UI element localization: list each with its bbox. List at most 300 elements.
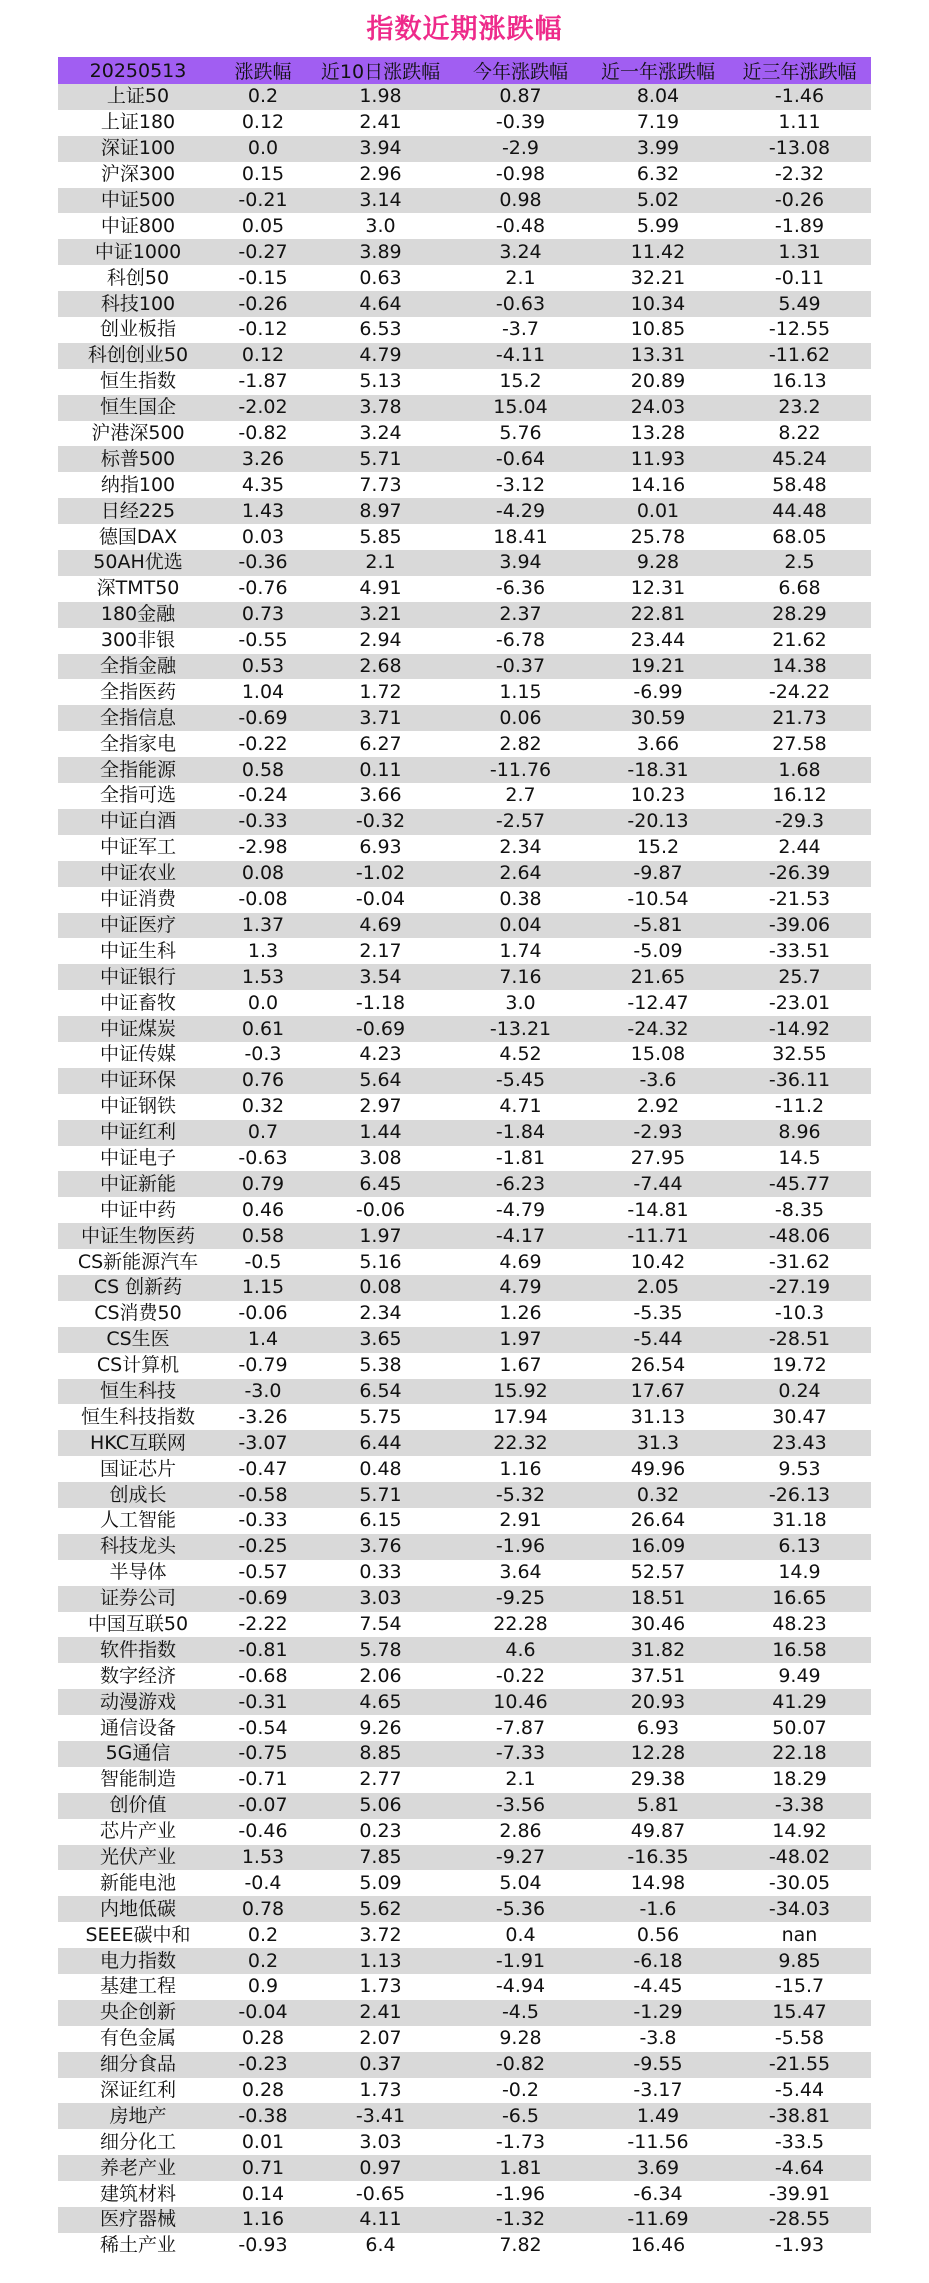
index-name-cell: 沪深300 (58, 162, 218, 188)
ten-day-change-cell: 1.44 (308, 1120, 453, 1146)
index-name-cell: 180金融 (58, 602, 218, 628)
ten-day-change-cell: 3.76 (308, 1534, 453, 1560)
three-year-change-cell: -11.62 (728, 343, 871, 369)
change-cell: -0.47 (218, 1456, 308, 1482)
change-cell: -0.06 (218, 1301, 308, 1327)
three-year-change-cell: 1.11 (728, 110, 871, 136)
one-year-change-cell: 3.69 (588, 2155, 728, 2181)
ytd-change-cell: 4.69 (453, 1249, 588, 1275)
change-cell: 0.53 (218, 654, 308, 680)
ten-day-change-cell: 5.71 (308, 446, 453, 472)
index-name-cell: 创价值 (58, 1793, 218, 1819)
index-name-cell: 软件指数 (58, 1637, 218, 1663)
table-row (58, 679, 871, 705)
one-year-change-cell: -16.35 (588, 1845, 728, 1871)
table-row (58, 1689, 871, 1715)
change-cell: 0.71 (218, 2155, 308, 2181)
three-year-change-cell: -38.81 (728, 2103, 871, 2129)
change-cell: 0.2 (218, 84, 308, 110)
table-row (58, 1793, 871, 1819)
one-year-change-cell: -6.18 (588, 1948, 728, 1974)
index-name-cell: 全指可选 (58, 783, 218, 809)
one-year-change-cell: 16.46 (588, 2233, 728, 2259)
ytd-change-cell: 22.32 (453, 1430, 588, 1456)
change-cell: -0.54 (218, 1715, 308, 1741)
ytd-change-cell: -11.76 (453, 757, 588, 783)
one-year-change-cell: -12.47 (588, 990, 728, 1016)
index-name-cell: 中证中药 (58, 1197, 218, 1223)
three-year-change-cell: -5.44 (728, 2078, 871, 2104)
three-year-change-cell: 23.2 (728, 395, 871, 421)
ytd-change-cell: 2.1 (453, 1767, 588, 1793)
three-year-change-cell: -31.62 (728, 1249, 871, 1275)
change-cell: -0.36 (218, 550, 308, 576)
change-cell: -0.22 (218, 731, 308, 757)
ytd-change-cell: 2.1 (453, 265, 588, 291)
index-name-cell: 光伏产业 (58, 1845, 218, 1871)
change-cell: 0.58 (218, 757, 308, 783)
ytd-change-cell: 4.71 (453, 1094, 588, 1120)
ytd-change-cell: -0.63 (453, 291, 588, 317)
one-year-change-cell: 14.98 (588, 1870, 728, 1896)
ytd-change-cell: 3.94 (453, 550, 588, 576)
table-row (58, 2103, 871, 2129)
ytd-change-cell: 22.28 (453, 1612, 588, 1638)
change-cell: -0.81 (218, 1637, 308, 1663)
table-row (58, 1301, 871, 1327)
index-name-cell: 通信设备 (58, 1715, 218, 1741)
three-year-change-cell: -1.89 (728, 213, 871, 239)
index-name-cell: 芯片产业 (58, 1819, 218, 1845)
change-cell: -0.46 (218, 1819, 308, 1845)
ytd-change-cell: 15.04 (453, 395, 588, 421)
date-column-header: 20250513 (58, 57, 218, 84)
ytd-change-cell: 2.91 (453, 1508, 588, 1534)
index-name-cell: 创业板指 (58, 317, 218, 343)
index-name-cell: 中证煤炭 (58, 1016, 218, 1042)
ten-day-change-cell: 0.08 (308, 1275, 453, 1301)
index-name-cell: 上证180 (58, 110, 218, 136)
table-row (58, 1068, 871, 1094)
ten-day-change-cell: 2.77 (308, 1767, 453, 1793)
ytd-change-cell: -5.32 (453, 1482, 588, 1508)
one-year-change-cell: 14.16 (588, 472, 728, 498)
index-name-cell: 科技100 (58, 291, 218, 317)
ytd-change-cell: 0.04 (453, 913, 588, 939)
one-year-change-cell: 17.67 (588, 1379, 728, 1405)
index-name-cell: 深证红利 (58, 2078, 218, 2104)
change-cell: -0.57 (218, 1560, 308, 1586)
index-performance-table (58, 57, 871, 2259)
index-name-cell: 内地低碳 (58, 1896, 218, 1922)
ten-day-change-cell: 2.68 (308, 654, 453, 680)
ten-day-change-cell: 6.15 (308, 1508, 453, 1534)
index-name-cell: 中证钢铁 (58, 1094, 218, 1120)
table-row (58, 1896, 871, 1922)
one-year-change-cell: 15.2 (588, 835, 728, 861)
one-year-change-cell: 11.42 (588, 239, 728, 265)
index-name-cell: 中证800 (58, 213, 218, 239)
table-row (58, 1663, 871, 1689)
index-name-cell: 建筑材料 (58, 2181, 218, 2207)
one-year-change-cell: -1.6 (588, 1896, 728, 1922)
change-cell: -0.58 (218, 1482, 308, 1508)
one-year-change-cell: 3.99 (588, 136, 728, 162)
table-row (58, 1430, 871, 1456)
one-year-change-cell: 31.3 (588, 1430, 728, 1456)
index-name-cell: 标普500 (58, 446, 218, 472)
one-year-change-cell: -11.71 (588, 1223, 728, 1249)
ten-day-change-cell: 7.54 (308, 1612, 453, 1638)
one-year-change-cell: -5.35 (588, 1301, 728, 1327)
three-year-change-cell: -1.46 (728, 84, 871, 110)
table-row (58, 576, 871, 602)
one-year-change-cell: 0.56 (588, 1922, 728, 1948)
one-year-change-cell: 26.54 (588, 1353, 728, 1379)
ten-day-change-cell: 1.73 (308, 1974, 453, 2000)
ten-day-change-cell: 1.98 (308, 84, 453, 110)
table-row (58, 1327, 871, 1353)
ten-day-change-cell: 7.85 (308, 1845, 453, 1871)
one-year-change-cell: 5.02 (588, 188, 728, 214)
table-row (58, 913, 871, 939)
ten-day-change-cell: 5.85 (308, 524, 453, 550)
ytd-change-cell: 17.94 (453, 1404, 588, 1430)
index-name-cell: 电力指数 (58, 1948, 218, 1974)
table-row (58, 136, 871, 162)
ytd-change-cell: -6.5 (453, 2103, 588, 2129)
ten-day-change-cell: 6.4 (308, 2233, 453, 2259)
change-cell: -0.26 (218, 291, 308, 317)
one-year-change-cell: -1.29 (588, 2000, 728, 2026)
three-year-change-cell: 25.7 (728, 964, 871, 990)
change-cell: 1.3 (218, 938, 308, 964)
three-year-change-cell: -8.35 (728, 1197, 871, 1223)
change-cell: -0.08 (218, 887, 308, 913)
one-year-change-cell: 5.99 (588, 213, 728, 239)
change-cell: 0.05 (218, 213, 308, 239)
table-row (58, 472, 871, 498)
ten-day-change-cell: 5.75 (308, 1404, 453, 1430)
index-name-cell: 中证环保 (58, 1068, 218, 1094)
table-body (58, 84, 871, 2259)
ten-day-change-cell: 2.1 (308, 550, 453, 576)
ten-day-change-cell: 3.66 (308, 783, 453, 809)
change-cell: -0.93 (218, 2233, 308, 2259)
ten-day-change-cell: 2.96 (308, 162, 453, 188)
ytd-change-cell: -5.36 (453, 1896, 588, 1922)
one-year-change-cell: -14.81 (588, 1197, 728, 1223)
change-cell: -0.71 (218, 1767, 308, 1793)
ytd-change-cell: 0.87 (453, 84, 588, 110)
index-name-cell: CS生医 (58, 1327, 218, 1353)
ten-day-change-cell: 3.65 (308, 1327, 453, 1353)
index-name-cell: 科创创业50 (58, 343, 218, 369)
three-year-change-cell: -48.02 (728, 1845, 871, 1871)
one-year-change-cell: 0.32 (588, 1482, 728, 1508)
three-year-change-cell: -23.01 (728, 990, 871, 1016)
ytd-change-cell: -6.78 (453, 628, 588, 654)
three-year-change-cell: -11.2 (728, 1094, 871, 1120)
three-year-change-cell: 23.43 (728, 1430, 871, 1456)
change-cell: 1.53 (218, 1845, 308, 1871)
ytd-change-cell: 2.86 (453, 1819, 588, 1845)
ytd-change-cell: -7.87 (453, 1715, 588, 1741)
table-row (58, 1819, 871, 1845)
index-name-cell: SEEE碳中和 (58, 1922, 218, 1948)
ytd-change-cell: -9.27 (453, 1845, 588, 1871)
index-name-cell: 上证50 (58, 84, 218, 110)
table-row (58, 2155, 871, 2181)
one-year-change-cell: -5.09 (588, 938, 728, 964)
three-year-change-cell: 18.29 (728, 1767, 871, 1793)
three-year-change-cell: 8.96 (728, 1120, 871, 1146)
index-name-cell: 中证1000 (58, 239, 218, 265)
change-cell: 0.32 (218, 1094, 308, 1120)
table-row (58, 757, 871, 783)
one-year-change-cell: 49.87 (588, 1819, 728, 1845)
change-cell: 0.46 (218, 1197, 308, 1223)
ytd-change-cell: -0.2 (453, 2078, 588, 2104)
ytd-change-column-header: 今年涨跌幅 (453, 57, 588, 84)
table-row (58, 654, 871, 680)
three-year-change-cell: 16.65 (728, 1586, 871, 1612)
change-cell: 0.73 (218, 602, 308, 628)
ten-day-change-cell: 6.44 (308, 1430, 453, 1456)
change-cell: 0.9 (218, 1974, 308, 2000)
index-name-cell: 5G通信 (58, 1741, 218, 1767)
change-cell: -0.69 (218, 705, 308, 731)
table-row (58, 602, 871, 628)
three-year-change-cell: 19.72 (728, 1353, 871, 1379)
one-year-change-cell: 1.49 (588, 2103, 728, 2129)
table-row (58, 265, 871, 291)
index-name-cell: 有色金属 (58, 2026, 218, 2052)
one-year-change-cell: 9.28 (588, 550, 728, 576)
one-year-change-cell: -9.87 (588, 861, 728, 887)
three-year-change-cell: -1.93 (728, 2233, 871, 2259)
ten-day-change-cell: -1.18 (308, 990, 453, 1016)
three-year-change-cell: -0.11 (728, 265, 871, 291)
table-row (58, 1094, 871, 1120)
one-year-change-cell: 11.93 (588, 446, 728, 472)
change-cell: -0.23 (218, 2052, 308, 2078)
ten-day-change-cell: 2.07 (308, 2026, 453, 2052)
index-name-cell: 中证传媒 (58, 1042, 218, 1068)
three-year-change-cell: 14.92 (728, 1819, 871, 1845)
change-cell: -0.82 (218, 421, 308, 447)
index-name-cell: CS新能源汽车 (58, 1249, 218, 1275)
ytd-change-cell: 4.6 (453, 1637, 588, 1663)
index-name-cell: 央企创新 (58, 2000, 218, 2026)
ten-day-change-cell: 0.11 (308, 757, 453, 783)
one-year-change-cell: 8.04 (588, 84, 728, 110)
ten-day-change-cell: 2.41 (308, 2000, 453, 2026)
change-cell: -0.31 (218, 1689, 308, 1715)
index-name-cell: 深证100 (58, 136, 218, 162)
ten-day-change-cell: 2.34 (308, 1301, 453, 1327)
index-name-cell: 基建工程 (58, 1974, 218, 2000)
change-cell: 0.58 (218, 1223, 308, 1249)
three-year-change-cell: -39.91 (728, 2181, 871, 2207)
three-year-change-cell: -3.38 (728, 1793, 871, 1819)
table-row (58, 835, 871, 861)
change-cell: -0.68 (218, 1663, 308, 1689)
change-cell: 0.12 (218, 343, 308, 369)
table-row (58, 1146, 871, 1172)
one-year-change-cell: -20.13 (588, 809, 728, 835)
change-cell: -0.15 (218, 265, 308, 291)
three-year-change-cell: nan (728, 1922, 871, 1948)
table-row (58, 1741, 871, 1767)
change-cell: 0.28 (218, 2026, 308, 2052)
ten-day-change-cell: 1.73 (308, 2078, 453, 2104)
index-name-cell: 深TMT50 (58, 576, 218, 602)
ten-day-change-cell: -0.32 (308, 809, 453, 835)
three-year-change-cell: 16.58 (728, 1637, 871, 1663)
ten-day-change-cell: 2.94 (308, 628, 453, 654)
change-cell: -0.24 (218, 783, 308, 809)
table-row (58, 1482, 871, 1508)
one-year-change-cell: 2.92 (588, 1094, 728, 1120)
three-year-change-cell: -0.26 (728, 188, 871, 214)
ytd-change-cell: -3.56 (453, 1793, 588, 1819)
change-cell: 0.2 (218, 1922, 308, 1948)
three-year-change-cell: -33.5 (728, 2129, 871, 2155)
three-year-change-cell: 2.5 (728, 550, 871, 576)
table-row (58, 162, 871, 188)
ytd-change-cell: -4.11 (453, 343, 588, 369)
one-year-change-cell: 16.09 (588, 1534, 728, 1560)
one-year-change-cell: -6.99 (588, 679, 728, 705)
change-cell: -2.22 (218, 1612, 308, 1638)
ten-day-change-cell: 2.97 (308, 1094, 453, 1120)
table-row (58, 783, 871, 809)
three-year-change-cell: 32.55 (728, 1042, 871, 1068)
ytd-change-cell: -4.17 (453, 1223, 588, 1249)
ten-day-change-cell: 4.65 (308, 1689, 453, 1715)
one-year-change-cell: 15.08 (588, 1042, 728, 1068)
ytd-change-cell: 2.82 (453, 731, 588, 757)
ytd-change-cell: 2.64 (453, 861, 588, 887)
index-name-cell: 中证新能 (58, 1171, 218, 1197)
change-cell: 0.08 (218, 861, 308, 887)
ytd-change-cell: -3.12 (453, 472, 588, 498)
index-name-cell: 50AH优选 (58, 550, 218, 576)
change-cell: 0.78 (218, 1896, 308, 1922)
change-cell: 0.14 (218, 2181, 308, 2207)
one-year-change-cell: 24.03 (588, 395, 728, 421)
table-header-row (58, 57, 871, 84)
ytd-change-cell: -4.29 (453, 498, 588, 524)
index-name-cell: 恒生科技 (58, 1379, 218, 1405)
table-row (58, 1404, 871, 1430)
index-name-cell: 数字经济 (58, 1663, 218, 1689)
ten-day-change-cell: 0.63 (308, 265, 453, 291)
index-name-cell: 智能制造 (58, 1767, 218, 1793)
one-year-change-cell: -5.81 (588, 913, 728, 939)
ytd-change-cell: 15.2 (453, 369, 588, 395)
table-row (58, 1637, 871, 1663)
table-row (58, 1845, 871, 1871)
three-year-change-cell: 41.29 (728, 1689, 871, 1715)
ten-day-change-cell: 3.14 (308, 188, 453, 214)
one-year-change-cell: 29.38 (588, 1767, 728, 1793)
index-name-cell: 日经225 (58, 498, 218, 524)
ytd-change-cell: -1.84 (453, 1120, 588, 1146)
ten-day-change-cell: -3.41 (308, 2103, 453, 2129)
change-cell: -0.63 (218, 1146, 308, 1172)
index-name-cell: 中证医疗 (58, 913, 218, 939)
table-row (58, 524, 871, 550)
one-year-change-cell: 20.89 (588, 369, 728, 395)
table-row (58, 421, 871, 447)
change-cell: -0.4 (218, 1870, 308, 1896)
one-year-change-cell: 52.57 (588, 1560, 728, 1586)
change-cell: 0.01 (218, 2129, 308, 2155)
ytd-change-cell: 7.82 (453, 2233, 588, 2259)
index-name-cell: 细分食品 (58, 2052, 218, 2078)
table-row (58, 110, 871, 136)
one-year-change-cell: -4.45 (588, 1974, 728, 2000)
table-row (58, 343, 871, 369)
three-year-change-cell: 9.85 (728, 1948, 871, 1974)
change-cell: -0.3 (218, 1042, 308, 1068)
ytd-change-cell: -4.5 (453, 2000, 588, 2026)
index-name-cell: 全指金融 (58, 654, 218, 680)
three-year-change-cell: 58.48 (728, 472, 871, 498)
change-cell: 0.0 (218, 990, 308, 1016)
table-row (58, 291, 871, 317)
three-year-change-cell: 2.44 (728, 835, 871, 861)
table-row (58, 213, 871, 239)
table-row (58, 1275, 871, 1301)
ten-day-change-cell: 6.53 (308, 317, 453, 343)
table-row (58, 1612, 871, 1638)
ten-day-change-cell: 0.48 (308, 1456, 453, 1482)
ytd-change-cell: -1.96 (453, 2181, 588, 2207)
table-row (58, 861, 871, 887)
one-year-change-cell: 20.93 (588, 1689, 728, 1715)
table-row (58, 1016, 871, 1042)
ten-day-change-cell: 4.11 (308, 2207, 453, 2233)
index-name-cell: 动漫游戏 (58, 1689, 218, 1715)
index-name-cell: 中证畜牧 (58, 990, 218, 1016)
table-row (58, 1197, 871, 1223)
change-cell: 1.16 (218, 2207, 308, 2233)
ytd-change-cell: -3.7 (453, 317, 588, 343)
three-year-change-cell: -15.7 (728, 1974, 871, 2000)
ytd-change-cell: -4.94 (453, 1974, 588, 2000)
change-cell: -0.25 (218, 1534, 308, 1560)
table-row (58, 731, 871, 757)
three-year-change-cell: -26.13 (728, 1482, 871, 1508)
ten-day-change-cell: 3.71 (308, 705, 453, 731)
ten-day-change-cell: 4.69 (308, 913, 453, 939)
one-year-change-cell: 6.93 (588, 1715, 728, 1741)
change-cell: 0.79 (218, 1171, 308, 1197)
one-year-change-cell: 10.34 (588, 291, 728, 317)
change-cell: 1.43 (218, 498, 308, 524)
ytd-change-cell: 2.34 (453, 835, 588, 861)
table-row (58, 2000, 871, 2026)
ytd-change-cell: -0.64 (453, 446, 588, 472)
one-year-change-cell: 2.05 (588, 1275, 728, 1301)
index-name-cell: 全指信息 (58, 705, 218, 731)
three-year-change-cell: -48.06 (728, 1223, 871, 1249)
three-year-change-cell: -28.55 (728, 2207, 871, 2233)
three-year-change-cell: 45.24 (728, 446, 871, 472)
